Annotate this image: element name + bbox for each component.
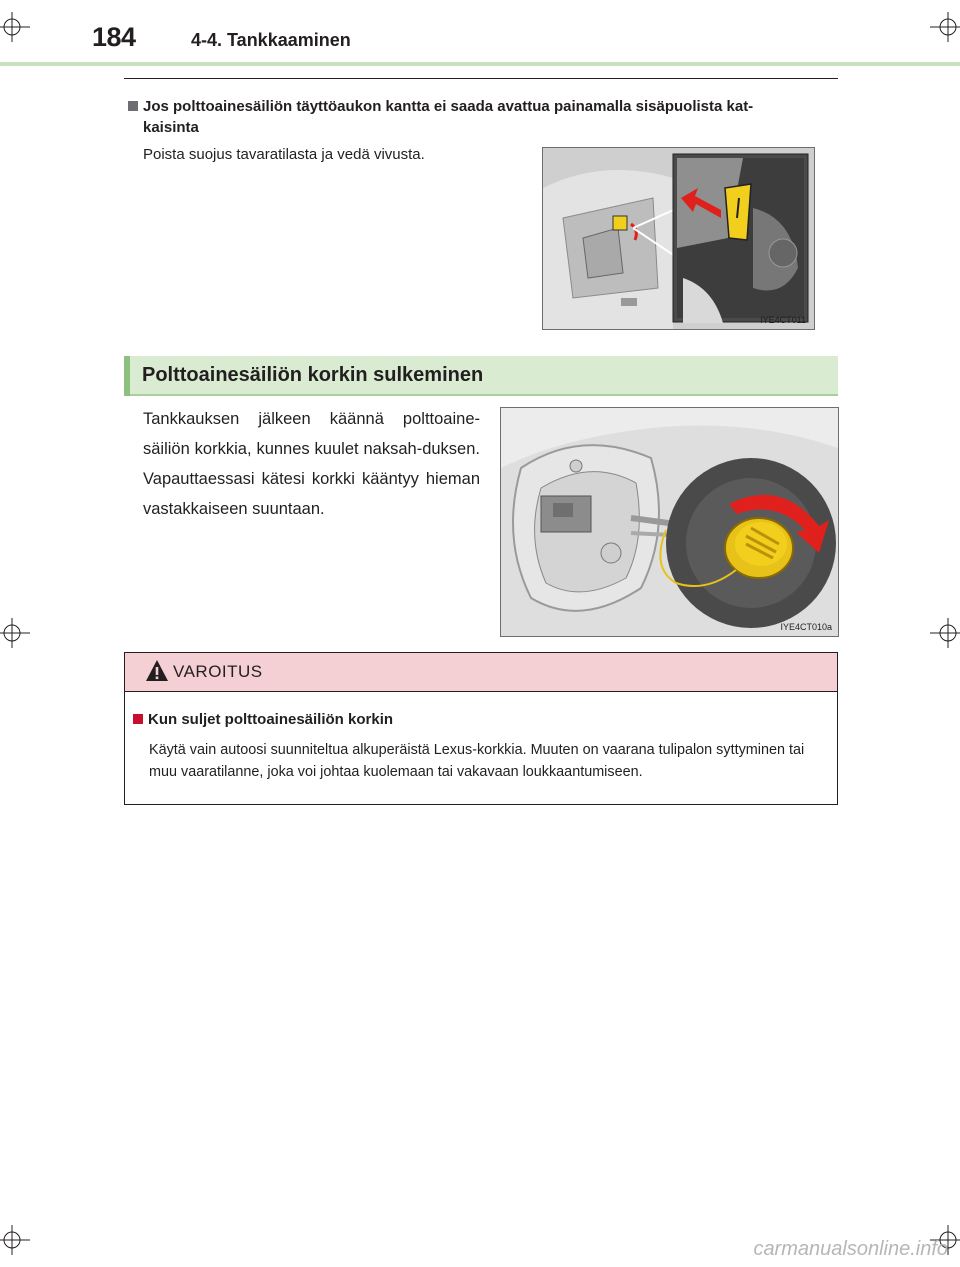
square-bullet-icon — [133, 714, 143, 724]
subsection-title-cont: kaisinta — [143, 119, 199, 136]
warning-text: Käytä vain autoosi suunniteltua alkuperäistä Lexus-korkkia. Muuten on vaarana tulipalon syttyminen tai muu vaaratilanne, joka voi johtaa kuolemaan tai vakavaan loukkaantumiseen. — [149, 742, 805, 780]
header-rule — [0, 62, 960, 66]
divider — [124, 78, 838, 79]
crop-mark-icon — [0, 618, 30, 648]
section-accent — [124, 356, 130, 396]
page-number: 184 — [92, 22, 136, 52]
fuel-cap-drawing — [501, 408, 838, 636]
square-bullet-icon — [128, 101, 138, 111]
instruction-text: Poista suojus tavaratilasta ja vedä vivusta. — [143, 146, 425, 163]
crop-mark-icon — [0, 1225, 30, 1255]
warning-triangle-icon — [145, 659, 169, 683]
trunk-lever-drawing — [543, 148, 814, 329]
section-title: Polttoainesäiliön korkin sulkeminen — [142, 364, 484, 386]
subsection-title: Jos polttoainesäiliön täyttöaukon kantta ei saada avattua painamalla sisäpuolista kat- — [143, 98, 754, 115]
section-heading-bar — [124, 356, 838, 396]
section-body: Tankkauksen jälkeen käännä polttoaine-säiliön korkkia, kunnes kuulet naksah-duksen. Vapauttaessasi kätesi korkki kääntyy hieman vastakkaiseen suuntaan. — [143, 410, 480, 518]
warning-item-title: Kun suljet polttoainesäiliön korkin — [148, 711, 394, 728]
fuel-cap-illustration — [500, 407, 839, 637]
trunk-lever-illustration — [542, 147, 815, 330]
chapter-title: 4-4. Tankkaaminen — [191, 30, 351, 50]
crop-mark-icon — [930, 618, 960, 648]
warning-header — [125, 653, 837, 692]
warning-item-heading — [133, 711, 393, 728]
lever-spot — [613, 216, 627, 230]
subsection-heading — [128, 96, 840, 138]
watermark: carmanualsonline.info — [753, 1238, 948, 1260]
warning-box — [124, 652, 838, 805]
illustration-code: IYE4CT011 — [760, 315, 806, 325]
illustration-code: IYE4CT010a — [780, 622, 832, 632]
crop-mark-icon — [0, 12, 30, 42]
crop-mark-icon — [930, 12, 960, 42]
warning-label: VAROITUS — [173, 662, 263, 681]
